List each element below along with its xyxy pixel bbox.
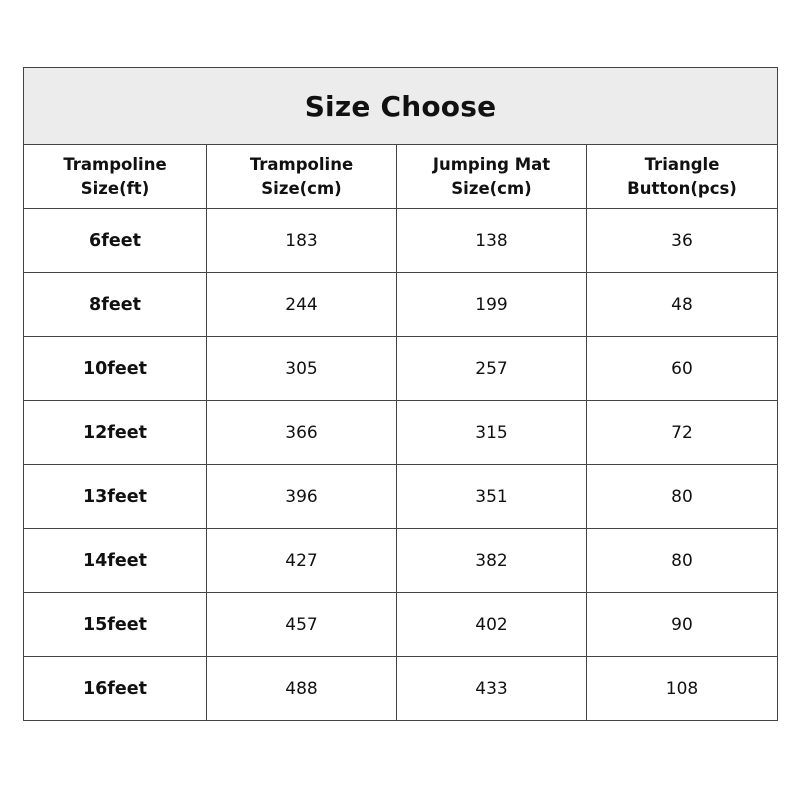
cell-triangle-button-pcs: 90 (587, 593, 778, 657)
cell-jumping-mat-size-cm: 199 (397, 273, 587, 337)
table-row (24, 465, 778, 529)
cell-triangle-button-pcs: 108 (587, 657, 778, 721)
cell-triangle-button-pcs: 80 (587, 529, 778, 593)
cell-trampoline-size-cm: 366 (207, 401, 397, 465)
cell-jumping-mat-size-cm: 382 (397, 529, 587, 593)
header-line: Triangle (644, 154, 720, 174)
header-row (24, 145, 778, 209)
cell-trampoline-size-cm: 305 (207, 337, 397, 401)
cell-trampoline-size-ft: 14feet (24, 529, 207, 593)
cell-trampoline-size-ft: 10feet (24, 337, 207, 401)
header-line: Jumping Mat (432, 154, 551, 174)
table-title: Size Choose (24, 68, 778, 145)
header-jumping-mat-size-cm (397, 145, 587, 209)
cell-trampoline-size-ft: 15feet (24, 593, 207, 657)
header-trampoline-size-ft (24, 145, 207, 209)
cell-triangle-button-pcs: 60 (587, 337, 778, 401)
header-triangle-button-pcs (587, 145, 778, 209)
header-line: Size(cm) (451, 178, 532, 198)
cell-trampoline-size-ft: 6feet (24, 209, 207, 273)
cell-jumping-mat-size-cm: 257 (397, 337, 587, 401)
size-chart-table (23, 67, 778, 721)
cell-jumping-mat-size-cm: 138 (397, 209, 587, 273)
cell-trampoline-size-cm: 488 (207, 657, 397, 721)
header-line: Trampoline (63, 154, 167, 174)
cell-trampoline-size-ft: 16feet (24, 657, 207, 721)
cell-jumping-mat-size-cm: 351 (397, 465, 587, 529)
table-row (24, 273, 778, 337)
cell-trampoline-size-cm: 183 (207, 209, 397, 273)
table-row (24, 401, 778, 465)
header-line: Button(pcs) (627, 178, 737, 198)
cell-jumping-mat-size-cm: 433 (397, 657, 587, 721)
header-trampoline-size-cm (207, 145, 397, 209)
cell-triangle-button-pcs: 80 (587, 465, 778, 529)
cell-triangle-button-pcs: 48 (587, 273, 778, 337)
table-row (24, 593, 778, 657)
header-line: Size(cm) (261, 178, 342, 198)
cell-trampoline-size-cm: 244 (207, 273, 397, 337)
table-row (24, 529, 778, 593)
table-row (24, 657, 778, 721)
header-line: Trampoline (249, 154, 354, 174)
cell-trampoline-size-ft: 13feet (24, 465, 207, 529)
header-line: Size(ft) (80, 178, 150, 198)
table-row (24, 337, 778, 401)
cell-trampoline-size-cm: 457 (207, 593, 397, 657)
cell-triangle-button-pcs: 36 (587, 209, 778, 273)
cell-trampoline-size-ft: 8feet (24, 273, 207, 337)
cell-trampoline-size-ft: 12feet (24, 401, 207, 465)
cell-jumping-mat-size-cm: 315 (397, 401, 587, 465)
cell-triangle-button-pcs: 72 (587, 401, 778, 465)
title-row (24, 68, 778, 145)
cell-trampoline-size-cm: 427 (207, 529, 397, 593)
cell-jumping-mat-size-cm: 402 (397, 593, 587, 657)
cell-trampoline-size-cm: 396 (207, 465, 397, 529)
table-row (24, 209, 778, 273)
